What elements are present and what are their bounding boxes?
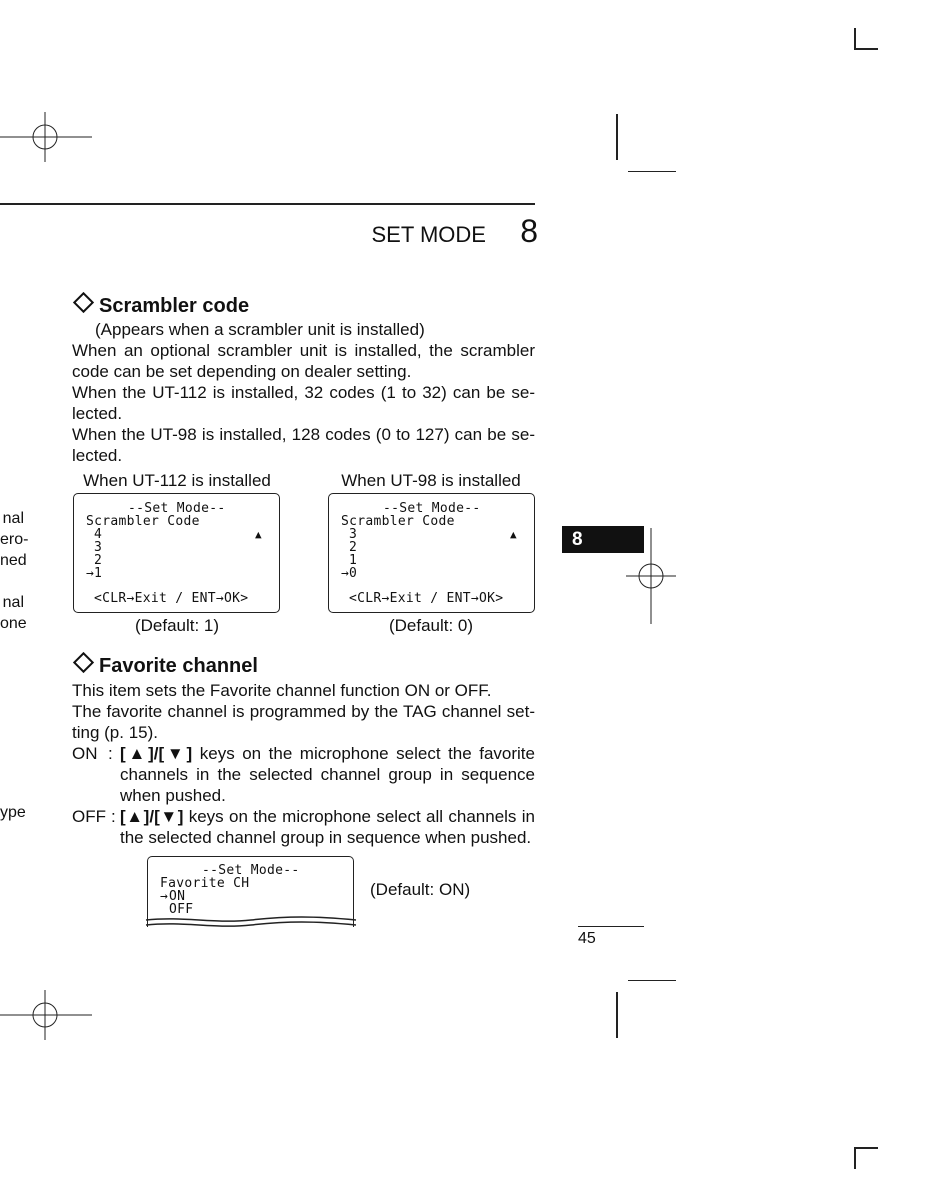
lcd-cursor-icon: → [86,566,95,581]
scrambler-paragraph: When an optional scrambler unit is installed, the scrambler code can be set depending on dealer setting. [72,341,535,381]
lcd-item: Scrambler Code [86,514,200,529]
lcd-option-selected: 0 [349,566,358,581]
crop-mark [628,171,676,172]
lcd-item: Scrambler Code [341,514,455,529]
chapter-number: 8 [520,213,538,249]
lcd-cursor-icon: → [160,889,169,904]
scroll-up-icon: ▲ [510,528,517,541]
registration-mark-icon [0,112,95,162]
lcd-option: OFF [169,902,194,917]
page-number-rule [578,926,644,927]
margin-fragment: one [0,615,27,632]
lcd-title: --Set Mode-- [202,863,300,878]
header-rule [0,203,535,205]
on-description: [▲]/[▼] keys on the microphone select the favorite channels in the selected channel group in sequence when pushed. [120,744,535,805]
off-label: OFF [72,807,106,826]
default-value: (Default: 1) [134,616,220,635]
crop-mark [854,48,878,50]
diamond-icon [73,652,94,673]
scroll-up-icon: ▲ [255,528,262,541]
lcd-option: 3 [94,540,103,555]
favorite-paragraph: The favorite channel is programmed by the TAG channel set-ting (p. 15). [72,702,535,742]
on-label: ON [72,744,98,763]
scrambler-note: (Appears when a scrambler unit is installed) [95,320,425,339]
default-value: (Default: ON) [370,880,471,899]
diamond-icon [73,292,94,313]
display-caption: When UT-98 is installed [341,471,521,490]
margin-fragment: nal [2,510,24,527]
lcd-item: Favorite CH [160,876,250,891]
torn-edge-icon [144,914,358,932]
lcd-display-ut98 [328,493,535,613]
crop-mark [854,1147,856,1169]
arrow-keys: [▲]/[▼] [120,807,184,826]
crop-mark [854,28,856,50]
margin-fragment: ero- [0,531,29,548]
favorite-paragraph: This item sets the Favorite channel function ON or OFF. [72,681,492,700]
header-title: SET MODE [371,222,486,247]
scrambler-paragraph: When the UT-98 is installed, 128 codes (0 to 127) can be se-lected. [72,425,535,465]
registration-mark-icon [0,990,95,1040]
arrow-keys: [▲]/[▼] [120,744,193,763]
lcd-display-ut112 [73,493,280,613]
crop-mark [628,980,676,981]
margin-fragment: ned [0,552,27,569]
margin-fragment: ype [0,804,26,821]
lcd-option: 2 [349,540,358,555]
lcd-option: 2 [94,553,103,568]
lcd-footer: <CLR→Exit / ENT→OK> [349,591,504,606]
chapter-tab-label: 8 [572,529,583,550]
off-description: [▲]/[▼] keys on the microphone select all channels in the selected channel group in sequence when pushed. [120,807,535,847]
lcd-title: --Set Mode-- [128,501,226,516]
section-heading-favorite: Favorite channel [72,654,258,678]
lcd-option-selected: 1 [94,566,103,581]
lcd-option: 4 [94,527,103,542]
crop-mark [854,1147,878,1149]
lcd-footer: <CLR→Exit / ENT→OK> [94,591,249,606]
crop-mark [616,992,618,1038]
off-colon: : [111,807,116,826]
crop-mark [616,114,618,160]
lcd-option: 1 [349,553,358,568]
margin-fragment: nal [2,594,24,611]
page-number: 45 [578,930,596,947]
lcd-option: 3 [349,527,358,542]
display-caption: When UT-112 is installed [83,471,271,490]
on-colon: : [108,744,113,763]
lcd-title: --Set Mode-- [383,501,481,516]
lcd-option-selected: ON [169,889,186,904]
chapter-tab [562,526,644,553]
section-heading-scrambler: Scrambler code [72,294,249,318]
scrambler-paragraph: When the UT-112 is installed, 32 codes (1 to 32) can be se-lected. [72,383,535,423]
lcd-cursor-icon: → [341,566,350,581]
default-value: (Default: 0) [388,616,474,635]
